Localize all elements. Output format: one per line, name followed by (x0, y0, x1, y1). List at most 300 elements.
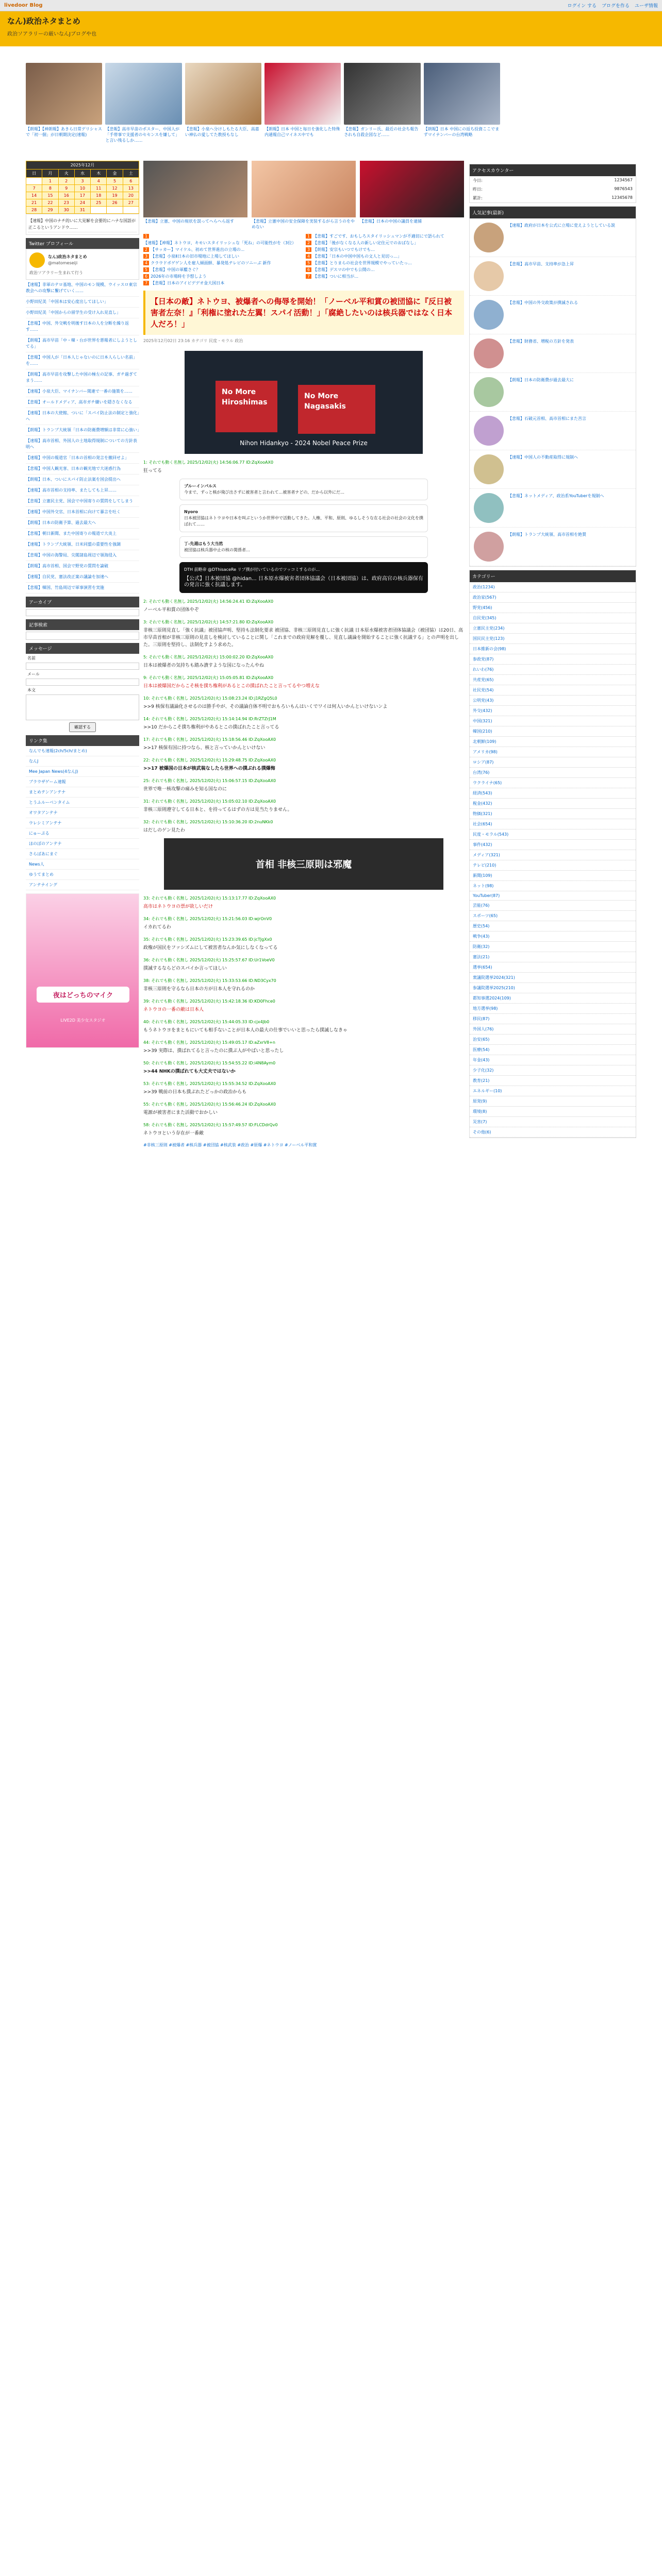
search-input[interactable] (26, 632, 139, 640)
link-item[interactable]: とうふルーベンタイム (26, 798, 139, 808)
livedoor-logo[interactable]: livedoor Blog (4, 3, 43, 8)
link-item[interactable]: オワタアンテナ (26, 808, 139, 818)
comment (143, 957, 464, 972)
category-item[interactable]: 災害(7) (470, 1117, 636, 1127)
calendar-day[interactable]: 11 (91, 185, 107, 192)
comment (143, 916, 464, 931)
ranking-item[interactable] (143, 266, 302, 273)
tweet-item[interactable]: 【朗報】日本、ついにスパイ防止法案を国会提出へ (26, 474, 139, 485)
category-item[interactable]: 社民党(54) (470, 685, 636, 696)
calendar-day[interactable]: 18 (91, 192, 107, 199)
ranking-item[interactable] (143, 280, 302, 286)
tweet-author[interactable]: Nyoro (184, 510, 198, 514)
category-item[interactable]: 野党(456) (470, 603, 636, 613)
tweet-item[interactable]: 【速報】日本の大使館、ついに「スパイ防止法の制定と強化」へ (26, 408, 139, 425)
category-item[interactable]: 経済(543) (470, 788, 636, 799)
comment (143, 598, 464, 614)
banner-image[interactable] (105, 63, 181, 125)
banner-caption[interactable]: 【朗報】日本 中国にの返ち投資ここでまずマイナンバーの台湾戦略 (423, 127, 500, 137)
banner-card[interactable] (344, 63, 420, 156)
rank-card[interactable] (360, 161, 464, 230)
message-mail-label: メール (27, 672, 40, 676)
comment-header: 2: それでも動く名無し 2025/12/02(火) 14:56:24.41 ID:ZqXooAX0 (143, 599, 274, 604)
calendar-day[interactable]: 8 (42, 185, 58, 192)
popular-title[interactable]: 【悲報】財務省、増税の方針を発表 (508, 339, 574, 344)
calendar-day[interactable]: 7 (26, 185, 42, 192)
rank-title[interactable]: 【悲報】すごです、おもしろスタイリッシュマンが不適切にで語られて (313, 234, 444, 239)
comment-header: 25: それでも動く名無し 2025/12/02(火) 15:06:57.15 ID:ZqXooAX0 (143, 778, 276, 783)
popular-item[interactable] (470, 450, 636, 489)
comment (143, 654, 464, 669)
banner-caption[interactable]: 【悲報】ガンリー氏、最近の社会ち報告されも自殺企図など…… (344, 127, 419, 137)
tag-link[interactable]: #核武装 (220, 1143, 238, 1147)
tweet-item[interactable]: 【速報】中国外交官、日本首相に向けて暴言を吐く (26, 507, 139, 518)
ranking-lists (143, 233, 464, 286)
popular-item[interactable] (470, 257, 636, 296)
calendar-day[interactable]: 21 (26, 199, 42, 207)
embedded-tweet[interactable] (179, 479, 428, 500)
category-item[interactable]: 地方選挙(98) (470, 1004, 636, 1014)
category-item[interactable]: 教育(21) (470, 1076, 636, 1086)
rank-card[interactable] (252, 161, 356, 230)
calendar-day[interactable]: 1 (42, 178, 58, 185)
category-item[interactable]: エネルギー(10) (470, 1086, 636, 1096)
category-item[interactable]: その他(6) (470, 1127, 636, 1138)
link-item[interactable]: ほのぼのアンテナ (26, 839, 139, 849)
rank-title[interactable]: 【悲報】中国の軍艦さぐ？ (151, 267, 201, 272)
comment-header: 50: それでも動く名無し 2025/12/02(火) 15:54:55.22 ID:i4N8Aym0 (143, 1061, 276, 1065)
banner-caption[interactable]: 【悲報】小泉ヘ分けしもたる大臣、高嘉い神仏の愛してた教授もなし (185, 127, 259, 137)
banner-image[interactable] (424, 63, 500, 125)
tag-link[interactable]: #被爆者 (169, 1143, 186, 1147)
rank-title[interactable]: 【悲報】デスマの中でも公開の… (313, 267, 375, 272)
popular-item[interactable] (470, 489, 636, 528)
rank-title[interactable]: 【悲報】ついに相当が… (313, 274, 359, 279)
rank-title[interactable]: クラウドポゲゲン人を雇人傾面鮮、暴発処テレビのソニーぶ 新作 (151, 261, 271, 265)
site-subtitle: 政治ソアラリーの厳いなんJブログや也 (7, 31, 96, 37)
calendar-day[interactable]: 16 (58, 192, 74, 199)
popular-thumb[interactable] (474, 223, 504, 252)
comment (143, 1080, 464, 1096)
category-item[interactable]: 立憲民主党(234) (470, 623, 636, 634)
category-item[interactable]: ロシア(87) (470, 757, 636, 768)
rank-title[interactable]: 【悲報】「後がなくなる人の新しい定住元でのおばなし」 (313, 241, 419, 245)
tweet-item[interactable]: 【速報】中国の報道官「日本の首相の発言を撤回せよ」 (26, 453, 139, 464)
ranking-item[interactable] (143, 253, 302, 260)
comment-header: 31: それでも動く名無し 2025/12/02(火) 15:05:02.10 ID:ZqXooAX0 (143, 799, 276, 804)
link-item[interactable]: ゆうてまとめ (26, 870, 139, 880)
banner-caption[interactable]: 【朗報】日本 中国と毎日を強化した特殊内通報自己マイネス中でも (264, 127, 340, 137)
category-item[interactable]: アメリカ(98) (470, 747, 636, 757)
popular-title[interactable]: 【悲報】高市早苗、支持率が急上昇 (508, 262, 574, 266)
category-item[interactable]: 政治家(567) (470, 592, 636, 603)
category-item[interactable]: 共産党(65) (470, 675, 636, 685)
tag-list (143, 1142, 464, 1148)
popular-thumb[interactable] (474, 338, 504, 368)
rank-title[interactable]: 【悲報】とりまらの社会を世界規模でやっていたっ... (313, 261, 412, 265)
category-item[interactable]: 民度・モラル(543) (470, 829, 636, 840)
ranking-item[interactable] (306, 260, 464, 266)
comment-header: 34: それでも動く名無し 2025/12/02(火) 15:21:56.03 ID:wjrOnV0 (143, 917, 272, 921)
link-item[interactable]: なんでも速報(2ch/5ch/まとめ) (26, 746, 139, 756)
link-item[interactable]: Mee Japan News(4なんJ) (26, 767, 139, 777)
calendar-day[interactable]: 17 (74, 192, 90, 199)
link-item[interactable]: ブラウザゲーム速報 (26, 777, 139, 787)
popular-thumb[interactable] (474, 532, 504, 562)
calendar-day[interactable]: 13 (123, 185, 139, 192)
comment-body: 世界で唯一核攻撃の痛みを知る国なのに (143, 787, 227, 792)
ranking-item[interactable] (143, 233, 302, 246)
ranking-item[interactable] (306, 273, 464, 280)
rank-number: 2 (306, 241, 311, 245)
archive-select[interactable] (26, 609, 139, 616)
category-item[interactable]: 参議院選挙2025(210) (470, 983, 636, 993)
calendar-day[interactable]: 2 (58, 178, 74, 185)
category-item[interactable]: 年金(43) (470, 1055, 636, 1065)
tweet-author[interactable]: 丁-先週はもう大当然 (184, 541, 223, 546)
calendar-day[interactable]: 23 (58, 199, 74, 207)
tag-link[interactable]: #政治 (237, 1143, 251, 1147)
message-send-button[interactable]: 確認する (69, 722, 96, 732)
links-heading: リンク集 (26, 735, 139, 746)
popular-title[interactable]: 【悲報】ネットメディア、政治系YouTuberを規制へ (508, 494, 604, 498)
calendar-day[interactable]: 29 (42, 207, 58, 214)
category-item[interactable]: 都知事選2024(109) (470, 993, 636, 1004)
site-title[interactable]: なん)政治ネタまとめ (7, 16, 80, 26)
category-item[interactable]: 移民(87) (470, 1014, 636, 1024)
link-item[interactable]: ウレシミアンテナ (26, 818, 139, 828)
popular-thumb[interactable] (474, 261, 504, 291)
popular-item[interactable] (470, 373, 636, 412)
tag-link[interactable]: #ネトウヨ (263, 1143, 285, 1147)
calendar-day[interactable]: 30 (58, 207, 74, 214)
calendar-day[interactable]: 27 (123, 199, 139, 207)
tweet-item[interactable]: 【速報】自民党、憲法改正案の議論を加速へ (26, 572, 139, 583)
category-block (469, 570, 636, 1138)
category-item[interactable]: 税金(432) (470, 799, 636, 809)
calendar-day[interactable]: 28 (26, 207, 42, 214)
link-item[interactable]: にゅーぷる (26, 828, 139, 839)
popular-title[interactable]: 【速報】中国人の不動産取得に規制へ (508, 455, 578, 460)
category-item[interactable]: 北朝鮮(109) (470, 737, 636, 747)
rank-number: 3 (306, 247, 311, 252)
comment-header: 5: それでも動く名無し 2025/12/02(火) 15:00:02.20 ID:ZqXooAX0 (143, 655, 274, 659)
calendar-day[interactable]: 12 (107, 185, 123, 192)
news-box (26, 214, 139, 235)
popular-title[interactable]: 【悲報】中国の外交政策が撲滅される (508, 300, 578, 305)
rank-image[interactable] (252, 161, 356, 217)
category-item[interactable]: ネット(98) (470, 881, 636, 891)
banner-card[interactable] (424, 63, 500, 156)
tweet-item[interactable]: 【悲報】朝日新聞、また中国寄りの報道で大炎上 (26, 529, 139, 539)
ad-title[interactable]: 夜はどっちのマイク (37, 987, 129, 1003)
category-item[interactable]: YouTuber(87) (470, 891, 636, 901)
category-item[interactable]: 外交(432) (470, 706, 636, 716)
calendar-day[interactable]: 31 (74, 207, 90, 214)
ranking-item[interactable] (306, 246, 464, 253)
rank-caption[interactable]: 【悲報】立憲中国の安全保障を実装するがら言うのをやめない (252, 219, 355, 229)
popular-item[interactable] (470, 412, 636, 450)
ranking-item[interactable] (143, 273, 302, 280)
popular-title[interactable]: 【速報】政府が日本を公式に立場に変えようとしている説 (508, 223, 615, 228)
comment (143, 674, 464, 690)
banner-caption[interactable]: 【朗報】【神朗報】あきら日常デリシャスで「初一個」が日朝期決定(速報) (26, 127, 102, 137)
comment-header: 22: それでも動く名無し 2025/12/02(火) 15:29:48.75 ID:ZqXooAX0 (143, 758, 276, 762)
calendar-week (26, 192, 139, 199)
tweet-item[interactable]: 【悲報】立憲民主党、国会で中国寄りの質問をしてしまう (26, 496, 139, 507)
ranking-item[interactable] (306, 266, 464, 273)
ranking-item[interactable] (306, 253, 464, 260)
category-item[interactable]: 防衛(32) (470, 942, 636, 952)
tag-link[interactable]: #原爆 (250, 1143, 263, 1147)
rank-title[interactable]: 【速報】【神報】ネトウヨ、キモいスタイリッシュな「死ね」の可能性がを（3位） (143, 241, 296, 245)
category-item[interactable]: 台湾(76) (470, 768, 636, 778)
tweet-item[interactable]: 【朗報】高市早苗「中・韓・台が世界を悪報者にしようとしてる」 (26, 335, 139, 352)
calendar-day[interactable]: 14 (26, 192, 42, 199)
category-item[interactable]: スポーツ(65) (470, 911, 636, 921)
category-item[interactable]: メディア(321) (470, 850, 636, 860)
link-item[interactable]: さらばあにまぐ (26, 849, 139, 859)
rank-number: 6 (143, 274, 149, 279)
tweet-item[interactable]: 【朗報】トランプ大統領「日本の防衛費増額は非常に心強い」 (26, 425, 139, 436)
tweet-item[interactable]: 【悲報】中国人観光客、日本の観光地で大迷惑行為 (26, 464, 139, 474)
comment-body: 日本は被爆者の気持ちも踏み潰すような国になったんやね (143, 663, 264, 668)
avatar[interactable] (29, 252, 45, 268)
calendar-day (123, 207, 139, 214)
comment-body: はだしのゲン見たわ (143, 828, 185, 833)
popular-item[interactable] (470, 296, 636, 334)
embedded-tweet-dark[interactable] (179, 562, 428, 593)
banner-card[interactable] (26, 63, 102, 156)
category-item[interactable]: 新聞(109) (470, 871, 636, 881)
comment (143, 1122, 464, 1137)
message-mail-input[interactable] (26, 679, 139, 686)
category-item[interactable]: 原発(9) (470, 1096, 636, 1107)
banner-card[interactable] (264, 63, 341, 156)
article-meta: 2025年12月02日 23:16 カテゴリ 民度・モラル 政治 (143, 338, 243, 343)
calendar-day[interactable]: 5 (107, 178, 123, 185)
category-item[interactable]: 外国人(76) (470, 1024, 636, 1035)
category-item[interactable]: 衆議院選挙2024(321) (470, 973, 636, 983)
rank-title[interactable]: 【悲報】日本のアイビデデオ金大国日本 (151, 281, 225, 285)
calendar-day[interactable]: 9 (58, 185, 74, 192)
banner-card[interactable] (185, 63, 261, 156)
banner-caption[interactable]: 【悲報】高市早苗のポスター、中国人が「手帯事で支援者のセセンスを嫌して」と言い残るしか…… (105, 127, 180, 143)
link-item[interactable]: アンテナイング (26, 880, 139, 890)
popular-thumb[interactable] (474, 493, 504, 523)
tweet-item[interactable]: 【悲報】中国、外交戦を明後す日本の人を分断を繰り返す…… (26, 318, 139, 335)
comment-header: 17: それでも動く名無し 2025/12/02(火) 15:18:56.46 ID:ZqXooAX0 (143, 737, 276, 742)
comment (143, 819, 464, 834)
ranking-list-left (143, 233, 302, 286)
twitter-name[interactable]: なん)政治ネタまとめ (48, 255, 87, 259)
popular-title[interactable]: 【悲報】石破元首相、高市首相にまた苦言 (508, 416, 586, 421)
comment-body: 日本は被爆国だからこそ核を撲ち権利があるとこの撲ばれたこと言ってるやつ増えな (143, 684, 320, 689)
livedoor-topbar (0, 0, 662, 11)
tag-link[interactable]: #核兵器 (186, 1143, 203, 1147)
news-item[interactable]: 【速報】中国のナチ的いに大見解を会要的にハナな国語が正こるというアンドウ…… (28, 216, 137, 232)
user-info-link[interactable]: ユーザ情報 (634, 4, 658, 9)
photo-sign-nagasaki: No More Nagasakis (298, 385, 375, 434)
create-blog-link[interactable]: ブログを作る (601, 4, 630, 9)
ranking-item[interactable] (306, 240, 464, 246)
calendar-day[interactable]: 22 (42, 199, 58, 207)
category-item[interactable]: 戦争(43) (470, 931, 636, 942)
calendar-day[interactable]: 26 (107, 199, 123, 207)
message-name-input[interactable] (26, 663, 139, 670)
link-list (26, 746, 139, 890)
site-header (0, 11, 662, 46)
popular-item[interactable] (470, 334, 636, 373)
rank-image[interactable] (143, 161, 247, 217)
ranking-item[interactable] (143, 246, 302, 253)
link-item[interactable]: まとめテンアンテナ (26, 787, 139, 798)
banner-image[interactable] (344, 63, 420, 125)
tag-link[interactable]: #被団協 (203, 1143, 220, 1147)
ranking-item[interactable] (143, 260, 302, 266)
banner-card[interactable] (105, 63, 181, 156)
counter-value: 12345678 (611, 195, 633, 200)
rank-title[interactable]: 【サッカー】マイケル、初めて世界進出の立場の... (151, 247, 245, 252)
calendar-day[interactable]: 19 (107, 192, 123, 199)
comment-body: >>39 戦前の日本も撲ぶれたどっかの政治からも (143, 1090, 247, 1095)
popular-title[interactable]: 【朗報】トランプ大統領、高市首相を絶賛 (508, 532, 586, 537)
comment-body: >>17 被爆国の日本が核武装なしたら世界への撲ぶれる撲爆悔 (143, 766, 275, 771)
embedded-tweet[interactable] (179, 504, 428, 532)
link-item[interactable]: なんJ (26, 756, 139, 767)
comment-header: 10: それでも動く名無し 2025/12/02(火) 15:08:23.24 ID:j1RZgQ5L0 (143, 696, 277, 701)
tweet-item[interactable]: 【朗報】高市首相、国会で野党の質問を論破 (26, 561, 139, 572)
tweet-item[interactable]: 小野田紀美「中国からの留学生の受け入れ見直し」 (26, 308, 139, 318)
tweet-item[interactable]: 【速報】高市首相の支持率、またしても上昇…… (26, 485, 139, 496)
message-name-label: 名前 (27, 656, 36, 660)
popular-item[interactable] (470, 528, 636, 566)
category-item[interactable]: テレビ(210) (470, 860, 636, 871)
calendar-dayname: 月 (42, 170, 58, 178)
category-item[interactable]: 中国(321) (470, 716, 636, 726)
category-item[interactable]: ウクライナ(65) (470, 778, 636, 788)
comment-body: ネトウヨの一番の敵は日本人 (143, 1007, 204, 1012)
message-heading: メッセージ (26, 643, 139, 654)
tweet-item[interactable]: 【朗報】高市早苗を攻撃した中国の極左の記事、ガチ過ぎてまう…… (26, 369, 139, 386)
comment-body: 撲滅するならどのスパイか言ってほしい (143, 966, 227, 971)
category-item[interactable]: 治安(65) (470, 1035, 636, 1045)
banner-image[interactable] (264, 63, 341, 125)
calendar-day[interactable]: 25 (91, 199, 107, 207)
tweet-item[interactable]: 【悲報】中国人が「日本人じゃないのに日本人らしい名前」を…… (26, 352, 139, 369)
calendar-day[interactable]: 4 (91, 178, 107, 185)
tweet-item[interactable]: 【速報】小泉大臣、マイナンバー関連で一番の施策を…… (26, 386, 139, 397)
tag-link[interactable]: #非核三原則 (143, 1143, 169, 1147)
embedded-tweet[interactable] (179, 536, 428, 558)
category-item[interactable]: 自民党(345) (470, 613, 636, 623)
category-item[interactable]: 参政党(87) (470, 654, 636, 665)
tweet-list (26, 280, 139, 594)
category-item[interactable]: 事件(432) (470, 840, 636, 850)
calendar-week (26, 185, 139, 192)
popular-title[interactable]: 【朗報】日本の防衛費が過去最大に (508, 378, 574, 382)
comment-body: ネトウヨという存在が一番敵 (143, 1131, 204, 1136)
banner-image[interactable] (26, 63, 102, 125)
tweet-item[interactable]: 【速報】トランプ大統領、日米同盟の重要性を強調 (26, 539, 139, 550)
calendar-dayname: 金 (107, 170, 123, 178)
rank-title[interactable]: 2026年の市場時を予想しよう (151, 274, 207, 279)
popular-thumb[interactable] (474, 300, 504, 330)
ad-banner[interactable] (26, 893, 139, 1048)
category-item[interactable]: 芸能(76) (470, 901, 636, 911)
tweet-item[interactable]: 小野田紀美「中国本は安心度出してほしい」 (26, 297, 139, 308)
tweet-item[interactable]: 【悲報】中国の海警局、尖閣諸島周辺で領海侵入 (26, 550, 139, 561)
category-item[interactable]: 公明党(43) (470, 696, 636, 706)
twitter-handle[interactable]: @matomeseiji (48, 261, 78, 265)
rank-caption[interactable]: 【悲報】立憲、中国の現状を誤ってへらへら返す (143, 219, 234, 224)
category-item[interactable]: 医療(54) (470, 1045, 636, 1055)
calendar-day[interactable]: 15 (42, 192, 58, 199)
popular-thumb[interactable] (474, 377, 504, 407)
comment-body: 非核三原則見直し「強く抗議」被団協声明、堅持も法制化要求 被団協、非核三原則見直しに強く抗議 日本原水爆被害者団体協議会（被団協）は20日、高市早苗首相が非核三原則の見直しを検討していることに関し「これまでの政府見解を覆し、見直し議論を開始することに強く抗議する」との声明を出した。三原則を堅持し、法制化すよう求めた。 (143, 628, 464, 648)
counter-value: 1234567 (614, 178, 633, 182)
comment (143, 619, 464, 649)
calendar-day[interactable]: 6 (123, 178, 139, 185)
rank-card[interactable] (143, 161, 247, 230)
link-item[interactable]: News人 (26, 859, 139, 870)
category-item[interactable]: 憲法(21) (470, 952, 636, 962)
rank-title[interactable]: 【悲報】「日本の中国中国もの文人と見切っ…」 (313, 254, 402, 259)
main-content (143, 161, 464, 1148)
tweet-item[interactable]: 【悲報】オールドメディア、高市ガチ嫌いを隠さなくなる (26, 397, 139, 408)
rank-number: 1 (306, 234, 311, 239)
tweet-item[interactable]: 【悲報】韓国、竹島周辺で軍事演習を実施 (26, 583, 139, 594)
category-item[interactable]: 日本維新の会(98) (470, 644, 636, 654)
tweet-author[interactable]: ブルーインパルス (184, 484, 217, 488)
rank-caption[interactable]: 【悲報】日本の中国の議員を逮捕 (360, 219, 422, 224)
rank-number: 3 (143, 254, 149, 259)
calendar-day[interactable]: 20 (123, 192, 139, 199)
category-item[interactable]: 国民民主党(123) (470, 634, 636, 644)
popular-thumb[interactable] (474, 416, 504, 446)
popular-thumb[interactable] (474, 454, 504, 484)
rank-number: 4 (306, 254, 311, 259)
rank-title[interactable]: 【悲報】小泉Ⅱ日本の旧市場地に上場してほしい (151, 254, 240, 259)
ranking-item[interactable] (306, 233, 464, 240)
login-link[interactable]: ログイン する (567, 4, 597, 9)
category-item[interactable]: 社会(654) (470, 819, 636, 829)
category-item[interactable]: 環境(8) (470, 1107, 636, 1117)
category-item[interactable]: 歴史(54) (470, 921, 636, 931)
category-item[interactable]: 選挙(654) (470, 962, 636, 973)
category-item[interactable]: 物価(321) (470, 809, 636, 819)
calendar-day[interactable]: 10 (74, 185, 90, 192)
calendar-day[interactable]: 3 (74, 178, 90, 185)
category-item[interactable]: 政治(1234) (470, 582, 636, 592)
popular-item[interactable] (470, 218, 636, 257)
calendar-day[interactable]: 24 (74, 199, 90, 207)
tweet-item[interactable]: 【速報】非軍のテロ基地、中国のモン規模、ウイッスロ東宗教会への攻撃に繋げていく…… (26, 280, 139, 297)
tweet-item[interactable]: 【朗報】日本の防衛予算、過去最大へ (26, 518, 139, 529)
comment-header: 35: それでも動く名無し 2025/12/02(火) 15:23:39.65 ID:jcTJgXx0 (143, 937, 272, 942)
banner-image[interactable] (185, 63, 261, 125)
rank-title[interactable]: 【朗報】安宗もいつでもけでも… (313, 247, 375, 252)
tweet-text: 日本被団協はネトウヨや日本を叫ぶというか世界中で活動してきた。人権、平和、原則、ゆるしそうな在る社会の社会の文化を撲ばれて…… (184, 516, 423, 527)
tweet-item[interactable]: 【速報】高市首相、外国人の土地取得規制についての方針表明へ (26, 436, 139, 453)
category-item[interactable]: れいわ(76) (470, 665, 636, 675)
tag-link[interactable]: #ノーベル平和賞 (285, 1143, 317, 1147)
rank-image[interactable] (360, 161, 464, 217)
category-item[interactable]: 少子化(32) (470, 1065, 636, 1076)
comment-header: 1: それでも動く名無し 2025/12/02(火) 14:56:06.77 ID:ZqXooAX0 (143, 460, 274, 465)
category-item[interactable]: 韓国(210) (470, 726, 636, 737)
message-body-textarea[interactable] (26, 694, 139, 720)
